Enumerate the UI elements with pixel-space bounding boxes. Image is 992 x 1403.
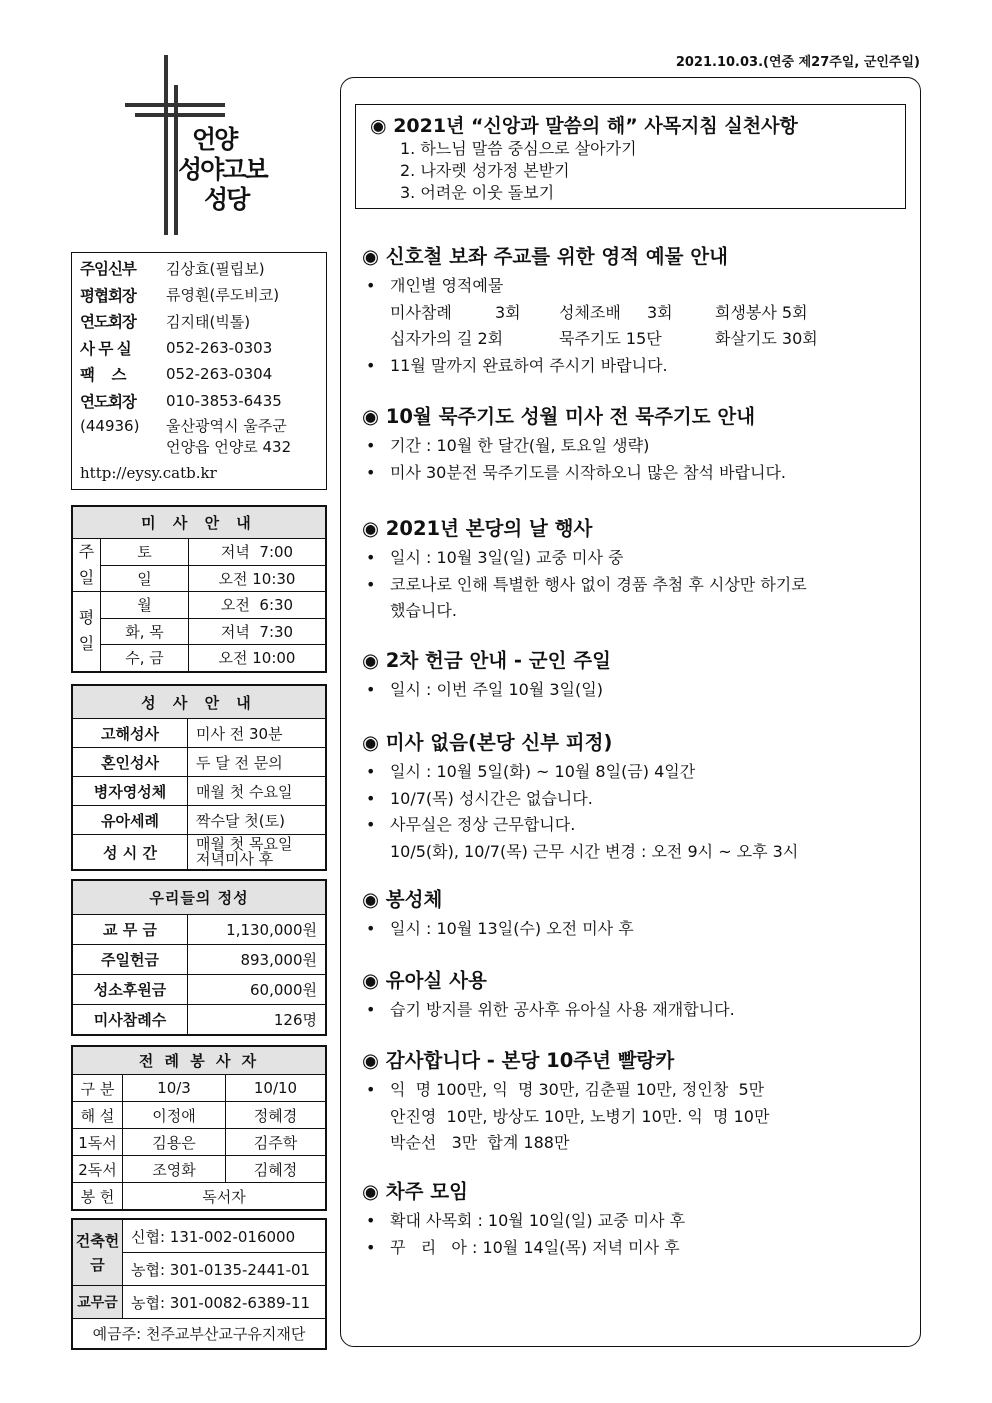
logo-line3: 성당 (204, 185, 249, 214)
guideline-title: ◉ 2021년 “신앙과 말씀의 해” 사목지침 실천사항 (370, 115, 798, 137)
logo-line1: 언양 (192, 125, 237, 154)
list-item: 1. 하느님 말씀 중심으로 살아가기 (400, 139, 637, 158)
section-communion-visit: ◉ 봉성체 • 일시 : 10월 13일(수) 오전 미사 후 (362, 884, 907, 943)
section-rosary-month: ◉ 10월 묵주기도 성월 미사 전 묵주기도 안내 • 기간 : 10월 한 달간(월, 토요일 생략) • 미사 30분전 묵주기도를 시작하오니 많은 참석 바랍니다. (362, 401, 907, 486)
sacrament-schedule: 성 사 안 내 고해성사 미사 전 30분 혼인성사 두 달 전 문의 병자영성체 매월 첫 수요일 유아세례 짝수달 첫(토) 성 시 간 매월 첫 목요일 저녁미사 후 (71, 684, 327, 871)
sunday-label: 주일 (73, 539, 101, 592)
section-spiritual-bouquet: ◉ 신호철 보좌 주교를 위한 영적 예물 안내 • 개인별 영적예물 미사참례 3회 성체조배 3회 희생봉사 5회 십자가의 길 2회 묵주기도 15단 화살기도 30회 • 11월 말까지 완료하여 주시기 바랍니다. (362, 241, 907, 379)
info-row: 연도회장 010-3853-6435 (80, 391, 282, 411)
liturgy-servers: 전 례 봉 사 자 구 분 10/3 10/10 해 설 이정애 정혜경 1독서 김용은 김주학 2독서 조영화 김혜정 봉 헌 독서자 (71, 1045, 327, 1211)
address: (44936) 울산광역시 울주군 언양읍 언양로 432 (80, 417, 292, 456)
list-item: 2. 나자렛 성가정 본받기 (400, 161, 570, 180)
info-row: 연도회장 김지태(빅톨) (80, 312, 251, 332)
weekday-label: 평일 (73, 592, 101, 672)
bank-accounts: 건축헌금 신협: 131-002-016000 농협: 301-0135-2441-01 교무금 농협: 301-0082-6389-11 예금주: 천주교부산교구유지재단 (71, 1218, 327, 1350)
mass-schedule: 미 사 안 내 주일 토 저녁 7:00 일 오전 10:30 평일 월 오전 6:30 화, 목 저녁 7:30 수, 금 오전 10:00 (71, 505, 327, 673)
list-item: 3. 어려운 이웃 돌보기 (400, 183, 555, 202)
section-nursery: ◉ 유아실 사용 • 습기 방지를 위한 공사후 유아실 사용 재개합니다. (362, 965, 907, 1024)
parish-url[interactable]: http://eysy.catb.kr (80, 464, 217, 482)
section-next-week-meetings: ◉ 차주 모임 • 확대 사목회 : 10월 10일(일) 교중 미사 후 • 꾸 리 아 : 10월 14일(목) 저녁 미사 후 (362, 1176, 907, 1261)
section-second-collection: ◉ 2차 헌금 안내 - 군인 주일 • 일시 : 이번 주일 10월 3일(일) (362, 645, 907, 704)
contact-info-box (71, 252, 327, 490)
section-no-mass: ◉ 미사 없음(본당 신부 피정) • 일시 : 10월 5일(화) ~ 10월 8일(금) 4일간 • 10/7(목) 성시간은 없습니다. • 사무실은 정상 근무합니다. 10/5(화), 10/7(목) 근무 시간 변경 : 오전 9시 ~ 오후 3시 (362, 727, 907, 865)
logo-line2: 성야고보 (178, 155, 267, 184)
info-row: 평협회장 류영훤(루도비코) (80, 286, 280, 305)
section-thanks: ◉ 감사합니다 - 본당 10주년 빨랑카 • 익 명 100만, 익 명 30만, 김춘필 10만, 정인창 5만 안진영 10만, 방상도 10만, 노병기 10만. 익 명 10만 박순선 3만 합계 188만 (362, 1045, 907, 1157)
pastoral-guideline-box (355, 104, 906, 209)
info-row: 주임신부 김상효(필립보) (80, 259, 265, 279)
offerings-table: 우리들의 정성 교 무 금 1,130,000원 주일헌금 893,000원 성소후원금 60,000원 미사참례수 126명 (71, 879, 327, 1036)
info-row: 팩 스 052-263-0304 (80, 365, 273, 385)
section-parish-day: ◉ 2021년 본당의 날 행사 • 일시 : 10월 3일(일) 교중 미사 중 • 코로나로 인해 특별한 행사 없이 경품 추첨 후 시상만 하기로 했습니다. (362, 513, 907, 625)
bulletin-date: 2021.10.03.(연중 제27주일, 군인주일) (675, 55, 920, 70)
info-row: 사 무 실 052-263-0303 (80, 338, 273, 358)
